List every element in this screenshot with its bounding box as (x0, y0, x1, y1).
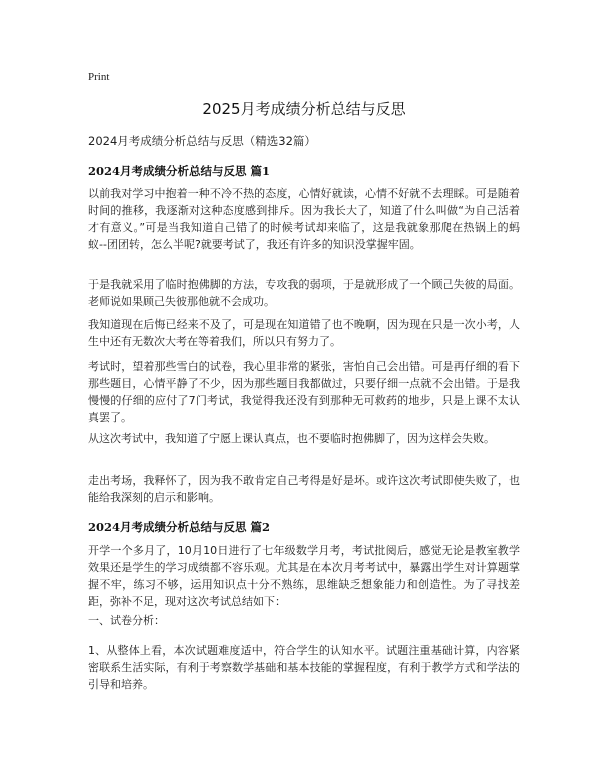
paragraph: 从这次考试中，我知道了宁愿上课认真点，也不要临时抱佛脚了，因为这样会失败。 (88, 432, 495, 445)
print-label[interactable]: Print (88, 71, 110, 83)
section-heading-1: 2024月考成绩分析总结与反思 篇1 (88, 164, 271, 178)
paragraph: 走出考场，我释怀了，因为我不敢肯定自己考得是好是坏。或许这次考试即使失败了，也能给我深刻的启示和影响。 (88, 474, 520, 504)
paragraph: 开学一个多月了，10月10日进行了七年级数学月考，考试批阅后，感觉无论是教室教学效果还是学生的学习成绩都不容乐观。尤其是在本次月考考试中，暴露出学生对计算题掌握不牢，练习不够，运用知识点十分不熟练，思维缺乏想象能力和创造性。为了寻找差距，弥补不足，现对这次考试总结如下： (88, 544, 520, 608)
paragraph: 于是我就采用了临时抱佛脚的方法，专攻我的弱项，于是就形成了一个顾己失彼的局面。老师说如果顾己失彼那他就不会成功。 (88, 278, 520, 308)
paragraph: 以前我对学习中抱着一种不冷不热的态度，心情好就读，心情不好就不去理睬。可是随着时间的推移，我逐渐对这种态度感到排斥。因为我长大了，知道了什么叫做“为自己活着才有意义。”可是当我知道自己错了的时候考试却来临了，这是我就象那爬在热锅上的蚂蚁--团团转，怎么半呢?就要考试了，我还有许多的知识没掌握牢固。 (88, 187, 520, 251)
document-subtitle: 2024月考成绩分析总结与反思（精选32篇） (88, 134, 316, 148)
paragraph: 1、从整体上看，本次试题难度适中，符合学生的认知水平。试题注重基础计算，内容紧密联系生活实际，有利于考察数学基础和基本技能的掌握程度，有利于教学方式和学法的引导和培养。 (88, 644, 520, 691)
paragraph: 考试时，望着那些雪白的试卷，我心里非常的紧张，害怕自己会出错。可是再仔细的看下那些题目，心情平静了不少，因为那些题目我都做过，只要仔细一点就不会出错。于是我慢慢的仔细的应付了7门考试，我觉得我还没有到那种无可救药的地步，只是上课不太认真罢了。 (88, 360, 520, 424)
section-heading-2: 2024月考成绩分析总结与反思 篇2 (88, 520, 271, 534)
page-title: 2025月考成绩分析总结与反思 (202, 100, 406, 118)
paragraph: 一、试卷分析： (88, 614, 165, 627)
paragraph: 我知道现在后悔已经来不及了，可是现在知道错了也不晚啊，因为现在只是一次小考，人生中还有无数次大考在等着我们，所以只有努力了。 (88, 318, 520, 348)
